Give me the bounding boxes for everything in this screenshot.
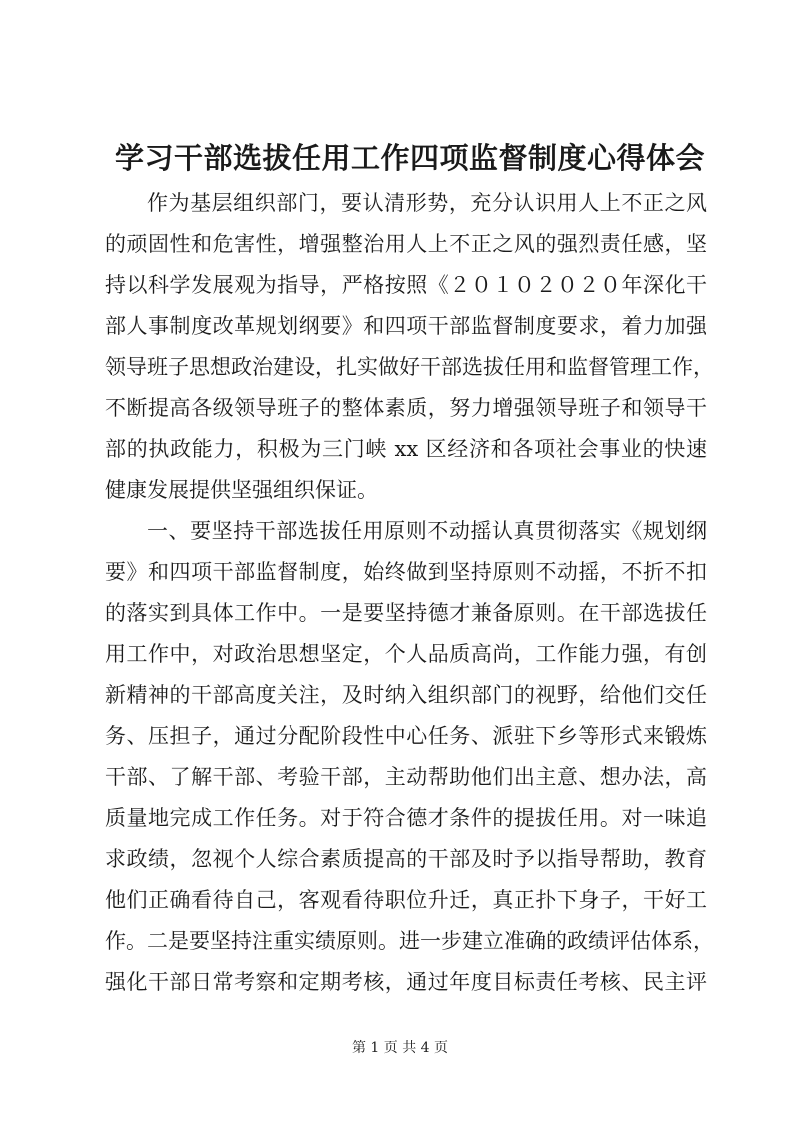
body-line: 他们正确看待自己，客观看待职位升迁，真正扑下身子，干好工 xyxy=(105,888,707,912)
document-title: 学习干部选拔任用工作四项监督制度心得体会 xyxy=(114,141,705,175)
body-line: 作为基层组织部门，要认清形势，充分认识用人上不正之风 xyxy=(147,191,707,215)
body-line: 作。二是要坚持注重实绩原则。进一步建立准确的政绩评估体系， xyxy=(105,929,714,953)
body-line: 用工作中，对政治思想坚定，个人品质高尚，工作能力强，有创 xyxy=(105,642,707,666)
body-line: 干部、了解干部、考验干部，主动帮助他们出主意、想办法，高 xyxy=(105,765,707,789)
body-line: 部人事制度改革规划纲要》和四项干部监督制度要求，着力加强 xyxy=(105,314,707,338)
body-line: 要》和四项干部监督制度，始终做到坚持原则不动摇，不折不扣 xyxy=(105,560,707,584)
body-line: 务、压担子，通过分配阶段性中心任务、派驻下乡等形式来锻炼 xyxy=(105,724,707,748)
body-line: 强化干部日常考察和定期考核，通过年度目标责任考核、民主评 xyxy=(105,970,707,994)
body-line: 的落实到具体工作中。一是要坚持德才兼备原则。在干部选拔任 xyxy=(105,601,707,625)
body-line: 领导班子思想政治建设，扎实做好干部选拔任用和监督管理工作， xyxy=(105,355,714,379)
body-line: 不断提高各级领导班子的整体素质，努力增强领导班子和领导干 xyxy=(105,396,707,420)
body-line: 健康发展提供坚强组织保证。 xyxy=(105,478,378,502)
body-line: 新精神的干部高度关注，及时纳入组织部门的视野，给他们交任 xyxy=(105,683,707,707)
body-line: 求政绩，忽视个人综合素质提高的干部及时予以指导帮助，教育 xyxy=(105,847,707,871)
body-line: 一、要坚持干部选拔任用原则不动摇认真贯彻落实《规划纲 xyxy=(147,519,707,543)
body-line: 的顽固性和危害性，增强整治用人上不正之风的强烈责任感，坚 xyxy=(105,232,707,256)
body-line: 质量地完成工作任务。对于符合德才条件的提拔任用。对一味追 xyxy=(105,806,707,830)
body-line: 持以科学发展观为指导，严格按照《２０１０２０２０年深化干 xyxy=(105,273,707,297)
page-footer: 第 1 页 共 4 页 xyxy=(351,1040,449,1056)
body-line: 部的执政能力，积极为三门峡 xx 区经济和各项社会事业的快速 xyxy=(105,437,707,461)
document-body xyxy=(105,183,714,1003)
